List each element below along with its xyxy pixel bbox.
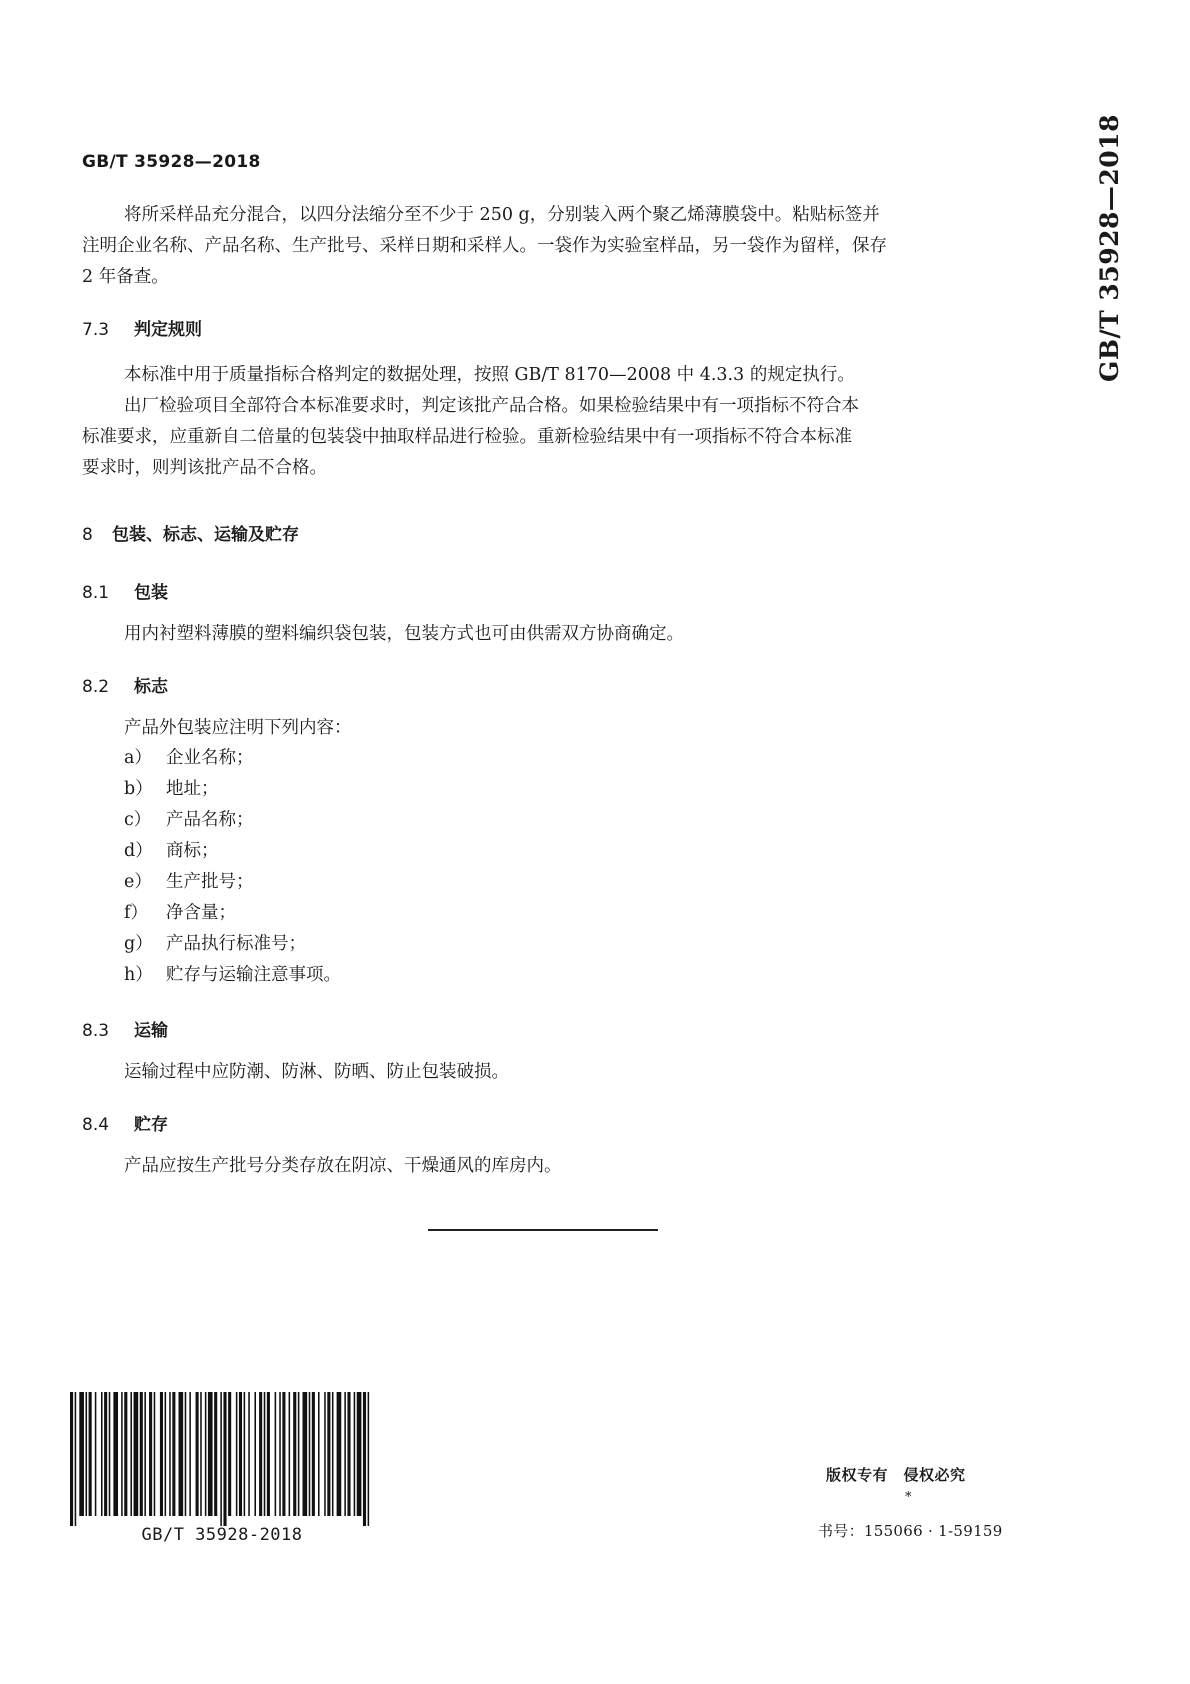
barcode-bar [327, 1392, 330, 1516]
barcode-bar [259, 1392, 262, 1516]
section-7-3-heading [82, 315, 202, 340]
side-standard-label: GB/T 35928—2018 [1095, 114, 1124, 382]
barcode-bar [254, 1392, 256, 1516]
barcode-bar [236, 1392, 238, 1516]
paragraph-transport: 运输过程中应防潮、防淋、防晒、防止包装破损。 [124, 1062, 509, 1082]
barcode-bar [196, 1392, 199, 1516]
section-title: 运输 [134, 1021, 168, 1041]
barcode-bar [86, 1392, 88, 1516]
barcode-bar [144, 1392, 146, 1516]
barcode-bar [244, 1392, 246, 1516]
copyright-notice: 版权专有 侵权必究 [826, 1466, 966, 1484]
sampling-line-2: 注明企业名称、产品名称、生产批号、采样日期和采样人。一袋作为实验室样品，另一袋作为留样，保存 [82, 236, 887, 256]
section-8-2-heading [82, 672, 168, 697]
barcode-bar [282, 1392, 285, 1516]
barcode-bar [140, 1392, 143, 1516]
section-8-2-intro: 产品外包装应注明下列内容： [124, 718, 352, 738]
barcode-bar [264, 1392, 266, 1516]
barcode-bar [109, 1392, 111, 1516]
paragraph-packaging: 用内衬塑料薄膜的塑料编织袋包装，包装方式也可由供需双方协商确定。 [124, 624, 684, 644]
section-8-3-body [82, 1057, 1007, 1088]
barcode-bar [223, 1392, 226, 1526]
barcode-bar [309, 1392, 311, 1516]
list-item: d） 商标； [124, 841, 219, 861]
barcode-bar [113, 1392, 118, 1516]
paragraph-storage: 产品应按生产批号分类存放在阴凉、干燥通风的库房内。 [124, 1156, 562, 1176]
section-8-3-heading [82, 1016, 168, 1041]
barcode-bar [134, 1392, 139, 1516]
barcode-bar [332, 1392, 334, 1516]
barcode-bar [289, 1392, 291, 1516]
paragraph-inspection-line-2: 标准要求，应重新自二倍量的包装袋中抽取样品进行检验。重新检验结果中有一项指标不符合本标准 [82, 427, 852, 447]
barcode-bar [363, 1392, 366, 1526]
paragraph-data-processing: 本标准中用于质量指标合格判定的数据处理，按照 GB/T 8170—2008 中 4.3.3 的规定执行。 [124, 365, 855, 385]
section-title: 贮存 [134, 1115, 168, 1135]
section-title: 包装、标志、运输及贮存 [112, 525, 299, 545]
section-8-4-body [82, 1151, 1007, 1182]
section-number: 7.3 [82, 320, 110, 340]
barcode-bar [75, 1392, 77, 1526]
barcode-bar [89, 1392, 92, 1516]
sampling-line-3: 2 年备查。 [82, 267, 169, 287]
barcode-bar [347, 1392, 350, 1516]
barcode-bar [172, 1392, 175, 1516]
barcode-bar [154, 1392, 156, 1516]
barcode-bar [368, 1392, 370, 1526]
barcode-bar [95, 1392, 97, 1516]
barcode [70, 1392, 372, 1526]
barcode-bar [239, 1392, 242, 1516]
list-item: a） 企业名称； [124, 748, 254, 768]
barcode-bar [149, 1392, 152, 1516]
barcode-bar [275, 1392, 277, 1516]
barcode-bar [70, 1392, 73, 1526]
section-number: 8.3 [82, 1021, 110, 1041]
barcode-bar [324, 1392, 326, 1516]
barcode-bar [121, 1392, 123, 1516]
section-number: 8 [82, 525, 93, 545]
sampling-line-1: 将所采样品充分混合，以四分法缩分至不少于 250 g，分别装入两个聚乙烯薄膜袋中。粘贴标签并 [124, 205, 880, 225]
paragraph-inspection-line-3: 要求时，则判该批产品不合格。 [82, 458, 327, 478]
barcode-bar [228, 1392, 231, 1516]
section-8-1-body [82, 619, 1007, 650]
barcode-bar [200, 1392, 202, 1516]
section-number: 8.2 [82, 677, 110, 697]
section-title: 包装 [134, 583, 168, 603]
barcode-bar [101, 1392, 103, 1516]
barcode-bar [267, 1392, 270, 1516]
sampling-paragraph [82, 200, 1007, 293]
barcode-bar [205, 1392, 207, 1516]
list-item: f） 净含量； [124, 903, 236, 923]
end-rule [428, 1229, 658, 1231]
barcode-bar [104, 1392, 107, 1516]
barcode-bar [179, 1392, 184, 1516]
barcode-bar [214, 1392, 217, 1516]
barcode-caption: GB/T 35928-2018 [141, 1525, 303, 1545]
barcode-bar [293, 1392, 296, 1516]
barcode-bar [337, 1392, 342, 1516]
barcode-bar [248, 1392, 250, 1516]
barcode-bar [279, 1392, 281, 1516]
barcode-bar [220, 1392, 222, 1526]
star-mark: * [905, 1490, 912, 1505]
barcode-bar [185, 1392, 187, 1516]
barcode-bar [130, 1392, 132, 1516]
section-7-3-body [82, 360, 1007, 484]
barcode-bar [189, 1392, 191, 1516]
barcode-bar [312, 1392, 315, 1516]
barcode-bar [208, 1392, 213, 1516]
section-number: 8.4 [82, 1115, 110, 1135]
barcode-bar [124, 1392, 127, 1516]
list-item: b） 地址； [124, 779, 219, 799]
barcode-bar [318, 1392, 320, 1516]
barcode-bar [165, 1392, 167, 1516]
section-8-heading [82, 520, 299, 545]
list-item: c） 产品名称； [124, 810, 254, 830]
barcode-bar [160, 1392, 163, 1516]
book-number: 书号：155066 · 1-59159 [818, 1522, 1003, 1540]
section-8-4-heading [82, 1110, 168, 1135]
list-item: h） 贮存与运输注意事项。 [124, 965, 341, 985]
barcode-bar [303, 1392, 308, 1516]
section-8-1-heading [82, 578, 168, 603]
section-number: 8.1 [82, 583, 110, 603]
barcode-bar [354, 1392, 356, 1516]
barcode-bar [357, 1392, 362, 1516]
paragraph-inspection-line-1: 出厂检验项目全部符合本标准要求时，判定该批产品合格。如果检验结果中有一项指标不符合本 [124, 396, 859, 416]
section-title: 标志 [134, 677, 168, 697]
barcode-bar [79, 1392, 84, 1516]
barcode-bar [298, 1392, 300, 1516]
header-standard-number: GB/T 35928—2018 [82, 152, 261, 172]
list-item: e） 生产批号； [124, 872, 254, 892]
list-item: g） 产品执行标准号； [124, 934, 306, 954]
barcode-bar [344, 1392, 346, 1516]
barcode-bar [169, 1392, 171, 1516]
section-title: 判定规则 [134, 320, 202, 340]
